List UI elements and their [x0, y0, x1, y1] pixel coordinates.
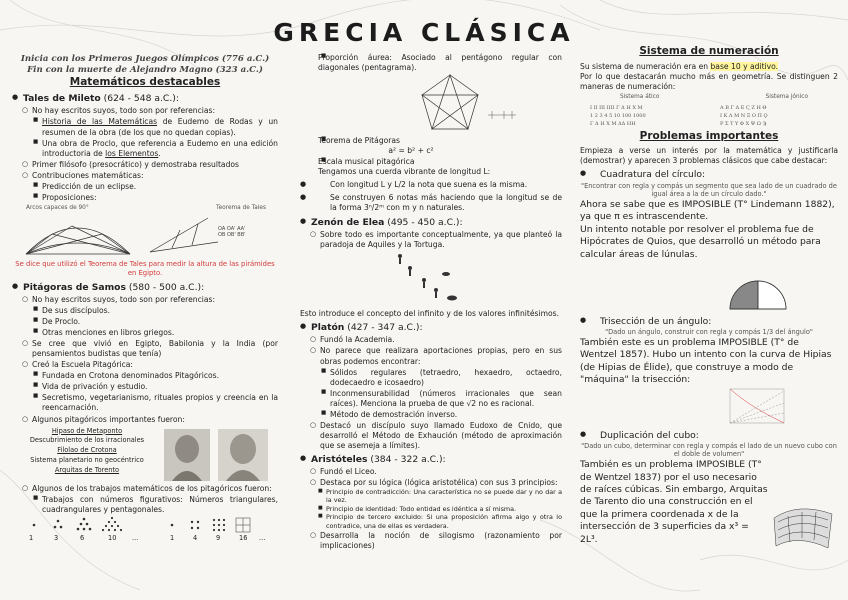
list-item: ○ Primer filósofo (presocrático) y demostraba resultados	[12, 160, 278, 170]
list-item: ■ Fundada en Crotona denominados Pitagóricos.	[12, 371, 278, 381]
thales-figures	[12, 205, 278, 213]
tri-label: 3	[54, 533, 59, 542]
list-item	[300, 180, 562, 190]
list-text: de Eudemo de Rodas y un resumen de la obra (de los que no quedan copias).	[42, 117, 278, 137]
thales-section	[12, 93, 278, 202]
problem-text: También es un problema IMPOSIBLE (T° de Wentzel 1837) por el uso necesario de raíces cúbicas. Sin embargo, Arquitas de Tarento dio una construcción en el que la primera coordenada x de la intersección de 3 superficies da x³ = 2L³.	[580, 459, 768, 545]
pythagoreans-block	[12, 427, 278, 483]
intro-end: Fin con la muerte de Alejandro Magno (323 a.C.)	[27, 64, 263, 75]
list-item: ■ Secretismo, vegetarianismo, rituales propios y creencia en la reencarnación.	[12, 393, 278, 413]
list-item: ○ Creó la Escuela Pitagórica:	[12, 360, 278, 370]
problem-text: Un intento notable por resolver el problema fue de Hipócrates de Quios, que desarrolló un método para calcular áreas de lúnulas.	[580, 223, 821, 260]
list-item: ■ De sus discípulos.	[12, 306, 278, 316]
list-item: ■ Principio de identidad: Todo entidad es idéntica a sí misma.	[300, 505, 562, 513]
intro-start: Inicia con los Primeros Juegos Olímpicos (776 a.C.)	[20, 54, 270, 64]
plato-section	[300, 322, 562, 450]
aristotle-heading	[300, 454, 562, 466]
pythagorean-desc: Descubrimiento de los irracionales	[29, 436, 145, 445]
problem-text: Ahora se sabe que es IMPOSIBLE (T° Lindemann 1882), ya que π es intrascendente.	[580, 198, 835, 223]
pythagoras-dates: (580 - 500 a.C.):	[125, 282, 205, 294]
svg-text:OB OB' BB': OB OB' BB'	[218, 232, 246, 239]
list-item: ■ Otras menciones en libros griegos.	[12, 328, 278, 338]
hippias-curve-figure	[580, 387, 838, 427]
problem-text: También este es un problema IMPOSIBLE (T° de Wentzel 1857). Hubo un intento con la curva de Hipias (de Hipias de Élide), que construye a modo de "máquina" la trisección:	[580, 336, 832, 386]
problem-1	[580, 169, 838, 181]
svg-text:Α Β Γ Δ Ε Ϛ Ζ Η Θ: Α Β Γ Δ Ε Ϛ Ζ Η Θ	[720, 104, 767, 111]
list-item: ■ Proposiciones:	[12, 193, 278, 203]
svg-text:Ρ Σ Τ Υ Φ Χ Ψ Ω Ϡ: Ρ Σ Τ Υ Φ Χ Ψ Ω Ϡ	[720, 120, 767, 127]
plato-dates: (427 - 347 a.C.):	[344, 322, 423, 334]
achilles-tortoise-figure	[300, 250, 562, 306]
zeno-heading	[300, 217, 562, 229]
figure-label-arcs: Arcos capaces de 90°	[26, 204, 89, 211]
plato-name: Platón	[311, 322, 345, 334]
list-item: ○ No hay escritos suyos, todo son por referencias:	[12, 295, 278, 305]
scale-points	[300, 180, 562, 213]
aristotle-section	[300, 454, 562, 551]
pythagorean-desc: Sistema planetario no geocéntrico	[30, 456, 144, 465]
pythagorean-name: Hipaso de Metaponto	[51, 426, 123, 435]
pythagoras-section	[12, 282, 278, 424]
page-title: GRECIA CLÁSICA	[273, 18, 575, 47]
zeno-section	[300, 217, 562, 250]
svg-text:Γ Δ Η Χ Μ ΔΔ ΗΗ: Γ Δ Η Χ Μ ΔΔ ΗΗ	[590, 120, 636, 127]
pythagoras-name: Pitágoras de Samos	[23, 282, 126, 294]
sq-label: 9	[216, 533, 221, 542]
numeration-p1	[580, 62, 838, 72]
problem-quote: "Encontrar con regla y compás un segmento que sea lado de un cuadrado de igual área a la de un círculo dado."	[581, 181, 837, 199]
list-item: ■ Principio de tercero excluido: Si una proposición afirma algo y otra lo contradice, una de ellas es verdadera.	[300, 513, 562, 530]
pentagram-figure	[300, 73, 562, 135]
highlight-text: base 10 y aditivo.	[710, 61, 779, 71]
list-item	[12, 139, 278, 159]
golden-ratio-block	[300, 52, 562, 73]
figure-label-thales-theorem: Teorema de Tales	[216, 204, 266, 211]
list-item: ○ Fundó la Academia.	[300, 335, 562, 345]
numeration-tables	[580, 102, 838, 128]
list-item: ■ Proporción áurea: Asociado al pentágono regular con diagonales (pentagrama).	[300, 53, 562, 73]
svg-text:Ι Κ Λ Μ Ν Ξ Ο Π Ϙ: Ι Κ Λ Μ Ν Ξ Ο Π Ϙ	[720, 112, 768, 119]
pythagorean-name: Arquitas de Torento	[54, 466, 120, 475]
list-item: ■ Principio de contradicción: Una característica no se puede dar y no dar a la vez.	[300, 488, 562, 505]
thales-name: Tales de Mileto	[23, 93, 101, 105]
pythagoras-formula: a² = b² + c²	[388, 146, 434, 156]
section-heading-numeration: Sistema de numeración	[639, 45, 779, 57]
attic-label: Sistema ático	[620, 93, 660, 100]
list-item: ○ Fundó el Liceo.	[300, 467, 562, 477]
list-item: ■ De Proclo.	[12, 317, 278, 327]
list-item: ○ Contribuciones matemáticas:	[12, 171, 278, 181]
list-item: ■ Predicción de un eclipse.	[12, 182, 278, 192]
problem-quote: "Dado un ángulo, construir con regla y compás 1/3 del ángulo"	[605, 328, 813, 337]
section-heading-problems: Problemas importantes	[639, 129, 779, 142]
pythagoras-portraits	[162, 427, 272, 483]
zeno-name: Zenón de Elea	[311, 217, 385, 229]
list-item: ○ Sobre todo es importante conceptualmente, ya que planteó la paradoja de Aquiles y la Tortuga.	[300, 230, 562, 250]
problem-title: ● Cuadratura del círculo:	[580, 169, 838, 181]
aristotle-name: Aristóteles	[311, 453, 368, 465]
numeration-p2: Por lo que destacarán mucho más en geometría. Se distinguen 2 maneras de numeración:	[580, 71, 838, 91]
list-item: ○ Desarrolla la noción de silogismo (razonamiento por implicaciones)	[300, 531, 562, 551]
list-item: ○ Algunos pitagóricos importantes fueron:	[12, 415, 278, 425]
sq-label: 16	[239, 533, 248, 542]
list-item: ■ Teorema de Pitágoras	[300, 136, 562, 146]
list-text: Se construyen 6 notas más haciendo que la longitud se de la forma 3ⁿ/2ᵐ con m y n naturales.	[330, 193, 562, 213]
list-item: ○ Se cree que vivió en Egipto, Babilonia y la India (por pensamientos budistas que tenía)	[12, 339, 278, 359]
book-title: Historia de las Matemáticas	[42, 117, 158, 127]
list-item: ■ Escala musical pitagórica	[300, 157, 562, 167]
book-title: los Elementos	[105, 148, 159, 158]
aristotle-dates: (384 - 322 a.C.):	[367, 453, 446, 465]
ionic-label: Sistema jónico	[765, 93, 808, 100]
list-text: .	[158, 148, 161, 158]
column-2	[300, 52, 562, 551]
zeno-after: Esto introduce el concepto del infinito y de los valores infinitésimos.	[300, 309, 559, 319]
thales-red-note: Se dice que utilizó el Teorema de Tales para medir la altura de las pirámides en Egipto.	[15, 260, 275, 278]
thales-heading	[12, 93, 278, 105]
numeration-tables-labels	[580, 94, 838, 102]
figurate-numbers-figure	[12, 515, 278, 535]
list-text: Con longitud L y L/2 la nota que suena es la misma.	[330, 180, 528, 190]
list-item: ○ No parece que realizara aportaciones propias, pero en sus obras podemos encontrar:	[300, 346, 562, 366]
pythagoras-cont-list	[300, 136, 562, 146]
pythagoras-works	[12, 484, 278, 515]
problem-2	[580, 316, 838, 328]
zeno-dates: (495 - 450 a.C.):	[384, 217, 463, 229]
sq-label: ...	[259, 533, 266, 542]
list-item: ○ Destaca por su lógica (lógica aristotélica) con sus 3 principios:	[300, 478, 562, 488]
list-item: ■ Vida de privación y estudio.	[12, 382, 278, 392]
scale-desc: Tengamos una cuerda vibrante de longitud L:	[318, 167, 491, 177]
music-scale-list	[300, 157, 562, 167]
svg-text:OA OA' AA': OA OA' AA'	[218, 226, 246, 233]
thales-figure	[12, 212, 278, 260]
tri-label: 6	[80, 533, 85, 542]
sq-label: 1	[170, 533, 175, 542]
list-item: ○ Destacó un discípulo suyo llamado Eudoxo de Cnido, que desarrolló el Método de Exhaución (método de aproximación que se asemeja a límites).	[300, 421, 562, 451]
list-item: ○ No hay escritos suyos, todo son por referencias:	[12, 106, 278, 116]
problem-quote: "Dado un cubo, determinar con regla y compás el lado de un nuevo cubo con el doble de volumen"	[581, 441, 837, 459]
problem-3	[580, 430, 838, 442]
column-1	[12, 54, 278, 542]
para-text: Su sistema de numeración era en	[580, 61, 711, 71]
problem-title: ● Trisección de un ángulo:	[580, 316, 838, 328]
section-heading-mathematicians: Matemáticos destacables	[69, 76, 221, 89]
list-item	[12, 117, 278, 137]
tri-label: 1	[29, 533, 34, 542]
list-item: ○ Algunos de los trabajos matemáticos de los pitagóricos fueron:	[12, 484, 278, 494]
tri-label: 10	[108, 533, 117, 542]
pythagoras-heading	[12, 282, 278, 294]
svg-text:1 2 3 4 5 10 100 1000: 1 2 3 4 5 10 100 1000	[590, 112, 646, 119]
list-item: ■ Sólidos regulares (tetraedro, hexaedro, octaedro, dodecaedro e icosaedro)	[300, 368, 562, 388]
plato-heading	[300, 322, 562, 334]
tri-label: ...	[132, 533, 139, 542]
lune-figure	[580, 261, 838, 313]
thales-dates: (624 - 548 a.C.):	[100, 93, 179, 105]
problems-intro: Empieza a verse un interés por la matemática y justificarla (demostrar) y aparecen 3 problemas clásicos que cabe destacar:	[580, 146, 838, 166]
sq-label: 4	[193, 533, 198, 542]
archytas-surface-figure	[768, 498, 838, 552]
list-item: ■ Método de demostración inverso.	[300, 410, 562, 420]
pythagorean-name: Filolao de Crotona	[57, 446, 117, 455]
golden-ratio-list	[300, 52, 562, 73]
svg-text:Ι ΙΙ ΙΙΙ ΙΙΙΙ Γ Δ Η Χ: Ι ΙΙ ΙΙΙ ΙΙΙΙ Γ Δ Η Χ Μ	[590, 104, 643, 111]
list-text: Una obra de Proclo, que referencia a Eudemo en una edición introductoria de	[42, 138, 278, 158]
list-item: ■ Inconmensurabilidad (números irracionales que sean raíces). Menciona la prueba de que √2 no es racional.	[300, 389, 562, 409]
column-3	[580, 44, 838, 546]
list-item: ■ Trabajos con números figurativos: Números triangulares, cuadrangulares y pentagonales.	[12, 495, 278, 515]
pythagoreans-list	[12, 427, 162, 476]
list-item	[300, 193, 562, 213]
problem-title: ● Duplicación del cubo:	[580, 430, 838, 442]
